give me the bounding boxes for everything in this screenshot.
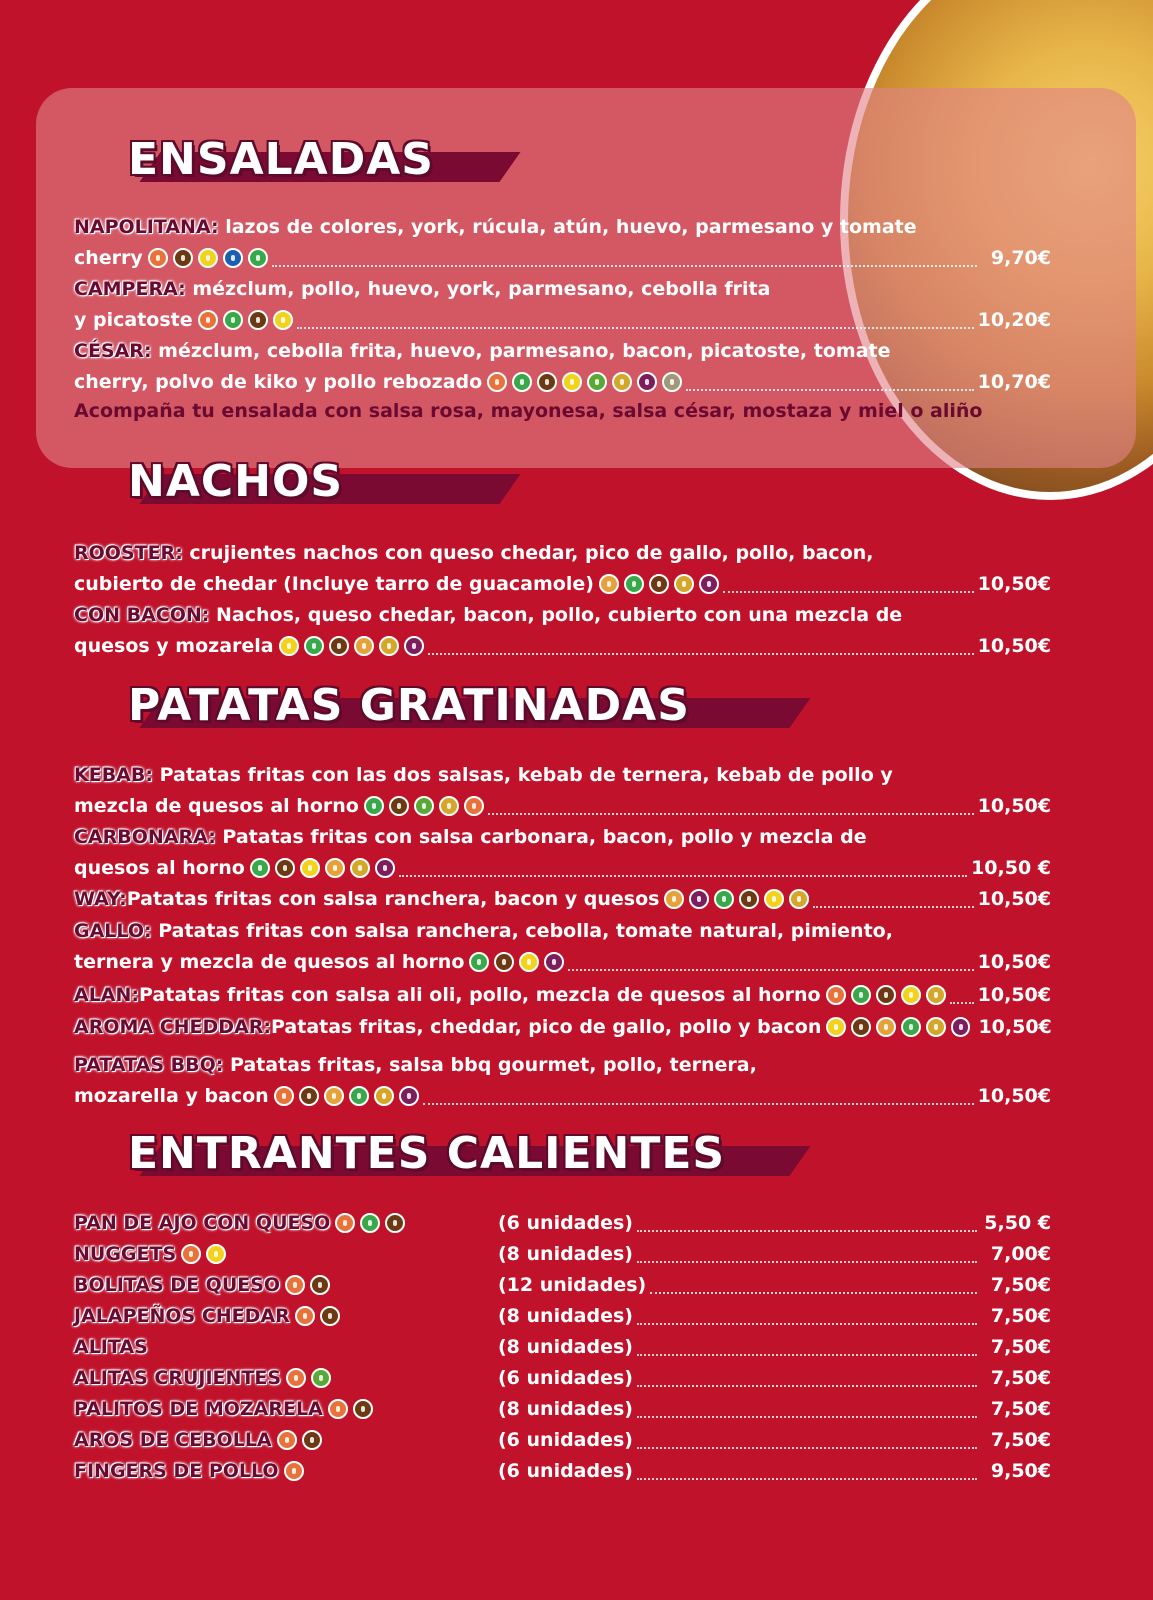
soy-icon: [649, 574, 669, 594]
item-price: 7,50€: [990, 1367, 1051, 1389]
item-description: Patatas fritas, salsa bbq gourmet, pollo, ternera,: [223, 1054, 757, 1076]
sulfites-icon: [699, 574, 719, 594]
soy-icon: [248, 310, 268, 330]
egg-icon: [273, 310, 293, 330]
item-name: NUGGETS: [74, 1243, 177, 1265]
sulfites-icon: [399, 1086, 419, 1106]
dot-leader: [637, 1464, 977, 1480]
item-description: crujientes nachos con queso chedar, pico de gallo, pollo, bacon,: [182, 542, 874, 564]
dot-leader: [428, 639, 974, 655]
milk-icon: [379, 636, 399, 656]
section-title-entrantes: ENTRANTES CALIENTES: [128, 1128, 726, 1179]
celery-icon: [311, 1368, 331, 1388]
gluten-icon: [464, 796, 484, 816]
fish-icon: [223, 248, 243, 268]
menu-item: [74, 274, 1051, 336]
soy-icon: [302, 1430, 322, 1450]
dot-leader: [813, 892, 973, 908]
gluten-icon: [198, 310, 218, 330]
egg-icon: [826, 1017, 846, 1037]
mustard-icon: [664, 889, 684, 909]
item-name: CARBONARA:: [74, 826, 216, 848]
item-price-line: [74, 367, 1051, 398]
item-description: Patatas fritas con salsa carbonara, bacon, pollo y mezcla de: [215, 826, 867, 848]
dot-leader: [637, 1340, 977, 1356]
item-units: (8 unidades): [498, 1398, 633, 1420]
item-price-line: [74, 1081, 1051, 1112]
item-name: AROMA CHEDDAR:: [74, 1016, 272, 1038]
dot-leader: [568, 955, 973, 971]
menu-item: [74, 980, 1051, 1011]
menu-item: [74, 1239, 1051, 1270]
soy-icon: [173, 248, 193, 268]
dot-leader: [686, 375, 973, 391]
sesame-icon: [901, 1017, 921, 1037]
egg-icon: [279, 636, 299, 656]
gluten-icon: [295, 1306, 315, 1326]
item-description-line: [74, 274, 1051, 305]
item-price: 9,50€: [990, 1460, 1051, 1482]
menu-item: [74, 212, 1051, 274]
item-price: 7,50€: [990, 1274, 1051, 1296]
ensaladas-note: Acompaña tu ensalada con salsa rosa, mayonesa, salsa césar, mostaza y miel o aliño: [74, 400, 983, 422]
soy-icon: [851, 1017, 871, 1037]
menu-item: [74, 1050, 1051, 1112]
sesame-icon: [250, 858, 270, 878]
menu-item: [74, 884, 1051, 915]
soy-icon: [494, 952, 514, 972]
item-price: 10,50 €: [971, 857, 1051, 879]
item-description-cont: cubierto de chedar (Incluye tarro de guacamole): [74, 573, 594, 595]
item-price: 7,50€: [990, 1398, 1051, 1420]
item-name: PALITOS DE MOZARELA: [74, 1398, 323, 1420]
soy-icon: [310, 1275, 330, 1295]
mustard-icon: [354, 636, 374, 656]
item-description-line: [74, 1050, 1051, 1081]
item-price-line: [74, 884, 1051, 915]
item-name-group: [74, 1425, 498, 1456]
item-price: 9,70€: [990, 247, 1051, 269]
dot-leader: [637, 1216, 977, 1232]
egg-icon: [901, 985, 921, 1005]
item-description-line: [74, 336, 1051, 367]
menu-item: [74, 822, 1051, 884]
item-price-line: [74, 853, 1051, 884]
item-name-group: [74, 1208, 498, 1239]
menu-item: [74, 916, 1051, 978]
egg-icon: [198, 248, 218, 268]
item-units: (12 unidades): [498, 1274, 647, 1296]
item-price: 7,50€: [990, 1305, 1051, 1327]
item-price: 5,50 €: [984, 1212, 1051, 1234]
gluten-icon: [285, 1275, 305, 1295]
item-price-line: [74, 791, 1051, 822]
item-description-cont: quesos y mozarela: [74, 635, 274, 657]
sesame-icon: [469, 952, 489, 972]
soy-icon: [537, 372, 557, 392]
gluten-icon: [826, 985, 846, 1005]
soy-icon: [353, 1399, 373, 1419]
dot-leader: [723, 577, 974, 593]
item-price: 10,50€: [977, 573, 1051, 595]
menu-item: [74, 1394, 1051, 1425]
sesame-icon: [304, 636, 324, 656]
sesame-icon: [349, 1086, 369, 1106]
dot-leader: [650, 1278, 977, 1294]
sesame-icon: [714, 889, 734, 909]
item-name: GALLO:: [74, 920, 152, 942]
milk-icon: [789, 889, 809, 909]
milk-icon: [439, 796, 459, 816]
gluten-icon: [335, 1213, 355, 1233]
item-description-line: [74, 822, 1051, 853]
item-name: WAY:: [74, 888, 127, 910]
item-price-line: [74, 947, 1051, 978]
item-price: 10,50€: [977, 888, 1051, 910]
dot-leader: [637, 1309, 977, 1325]
item-description-cont: quesos al horno: [74, 857, 245, 879]
item-price: 10,50€: [978, 1016, 1052, 1038]
gluten-icon: [328, 1399, 348, 1419]
item-name: ALITAS CRUJIENTES: [74, 1367, 282, 1389]
item-description-cont: ternera y mezcla de quesos al horno: [74, 951, 465, 973]
soy-icon: [320, 1306, 340, 1326]
item-price: 10,50€: [977, 951, 1051, 973]
milk-icon: [612, 372, 632, 392]
dot-leader: [423, 1089, 974, 1105]
item-description: mézclum, pollo, huevo, york, parmesano, cebolla frita: [185, 278, 771, 300]
sesame-icon: [364, 796, 384, 816]
menu-item: [74, 336, 1051, 398]
dot-leader: [637, 1247, 977, 1263]
item-name: ALITAS: [74, 1336, 148, 1358]
item-name-group: [74, 1394, 498, 1425]
item-name: PATATAS BBQ:: [74, 1054, 224, 1076]
dot-leader: [272, 251, 977, 267]
dot-leader: [637, 1371, 977, 1387]
item-name: JALAPEÑOS CHEDAR: [74, 1305, 290, 1327]
item-description-cont: mezcla de quesos al horno: [74, 795, 359, 817]
soy-icon: [389, 796, 409, 816]
egg-icon: [206, 1244, 226, 1264]
item-units: (6 unidades): [498, 1460, 633, 1482]
gluten-icon: [181, 1244, 201, 1264]
mustard-icon: [324, 1086, 344, 1106]
item-description-line: [74, 600, 1051, 631]
item-name: PAN DE AJO CON QUESO: [74, 1212, 331, 1234]
menu-item: [74, 1456, 1051, 1487]
menu-item: [74, 538, 1051, 600]
sulfites-icon: [637, 372, 657, 392]
item-units: (8 unidades): [498, 1243, 633, 1265]
item-description: Nachos, queso chedar, bacon, pollo, cubierto con una mezcla de: [209, 604, 903, 626]
celery-icon: [587, 372, 607, 392]
milk-icon: [350, 858, 370, 878]
item-name: CAMPERA:: [74, 278, 186, 300]
menu-item: [74, 1208, 1051, 1239]
sulfites-icon: [375, 858, 395, 878]
menu-item: [74, 600, 1051, 662]
item-description: Patatas fritas con las dos salsas, kebab de ternera, kebab de pollo y: [152, 764, 893, 786]
dot-leader: [297, 313, 974, 329]
gluten-icon: [274, 1086, 294, 1106]
item-name-group: [74, 1239, 498, 1270]
item-description: Patatas fritas con salsa ali oli, pollo, mezcla de quesos al horno: [139, 984, 821, 1006]
mustard-icon: [876, 1017, 896, 1037]
item-price-line: [74, 1012, 1051, 1043]
item-description: Patatas fritas con salsa ranchera, bacon y quesos: [126, 888, 660, 910]
item-description-cont: mozarella y bacon: [74, 1085, 269, 1107]
sulfites-icon: [689, 889, 709, 909]
item-name-group: [74, 1270, 498, 1301]
item-price: 10,50€: [977, 635, 1051, 657]
item-name-group: [74, 1363, 498, 1394]
soy-icon: [876, 985, 896, 1005]
item-name: FINGERS DE POLLO: [74, 1460, 279, 1482]
item-units: (8 unidades): [498, 1336, 633, 1358]
sesame-icon: [851, 985, 871, 1005]
dot-leader: [637, 1402, 977, 1418]
item-description-line: [74, 916, 1051, 947]
item-name: NAPOLITANA:: [74, 216, 219, 238]
item-units: (8 unidades): [498, 1305, 633, 1327]
item-units: (6 unidades): [498, 1429, 633, 1451]
gluten-icon: [286, 1368, 306, 1388]
item-description-cont: cherry, polvo de kiko y pollo rebozado: [74, 371, 483, 393]
item-price: 10,50€: [977, 795, 1051, 817]
menu-item: [74, 1332, 1051, 1363]
item-description: Patatas fritas con salsa ranchera, cebolla, tomate natural, pimiento,: [151, 920, 893, 942]
item-description-line: [74, 538, 1051, 569]
item-name: AROS DE CEBOLLA: [74, 1429, 272, 1451]
item-description-line: [74, 760, 1051, 791]
soy-icon: [329, 636, 349, 656]
item-price: 7,00€: [990, 1243, 1051, 1265]
egg-icon: [519, 952, 539, 972]
menu-item: [74, 760, 1051, 822]
item-price: 10,50€: [977, 984, 1051, 1006]
sulfites-icon: [404, 636, 424, 656]
item-name: CON BACON:: [74, 604, 210, 626]
menu-item: [74, 1363, 1051, 1394]
item-description: mézclum, cebolla frita, huevo, parmesano, bacon, picatoste, tomate: [151, 340, 891, 362]
sulfites-icon: [544, 952, 564, 972]
menu-item: [74, 1270, 1051, 1301]
item-price: 7,50€: [990, 1429, 1051, 1451]
item-name-group: [74, 1332, 498, 1363]
item-price-line: [74, 980, 1051, 1011]
item-description-cont: y picatoste: [74, 309, 193, 331]
item-price-line: [74, 569, 1051, 600]
sulfites-icon: [951, 1017, 971, 1037]
gluten-icon: [148, 248, 168, 268]
item-price: 10,20€: [977, 309, 1051, 331]
section-title-ensaladas: ENSALADAS: [128, 134, 434, 185]
sesame-icon: [248, 248, 268, 268]
item-price-line: [74, 243, 1051, 274]
item-name-group: [74, 1301, 498, 1332]
milk-icon: [926, 985, 946, 1005]
item-units: (6 unidades): [498, 1212, 633, 1234]
item-price-line: [74, 631, 1051, 662]
celery-icon: [414, 796, 434, 816]
soy-icon: [739, 889, 759, 909]
dot-leader: [950, 988, 974, 1004]
gluten-icon: [277, 1430, 297, 1450]
milk-icon: [674, 574, 694, 594]
sesame-icon: [223, 310, 243, 330]
item-name: ROOSTER:: [74, 542, 183, 564]
sesame-icon: [624, 574, 644, 594]
item-name-group: [74, 1456, 498, 1487]
soy-icon: [385, 1213, 405, 1233]
item-units: (6 unidades): [498, 1367, 633, 1389]
sesame-icon: [512, 372, 532, 392]
item-name: CÉSAR:: [74, 340, 152, 362]
egg-icon: [562, 372, 582, 392]
gluten-icon: [284, 1461, 304, 1481]
item-name: KEBAB:: [74, 764, 153, 786]
egg-icon: [764, 889, 784, 909]
sesame-icon: [360, 1213, 380, 1233]
soy-icon: [275, 858, 295, 878]
dot-leader: [399, 861, 967, 877]
dot-leader: [488, 799, 974, 815]
milk-icon: [374, 1086, 394, 1106]
menu-item: [74, 1425, 1051, 1456]
menu-item: [74, 1012, 1051, 1043]
mustard-icon: [325, 858, 345, 878]
item-description-cont: cherry: [74, 247, 143, 269]
dot-leader: [637, 1433, 977, 1449]
mustard-icon: [599, 574, 619, 594]
section-title-nachos: NACHOS: [128, 456, 344, 507]
nuts-icon: [662, 372, 682, 392]
milk-icon: [926, 1017, 946, 1037]
section-title-patatas: PATATAS GRATINADAS: [128, 680, 690, 731]
item-price: 10,70€: [977, 371, 1051, 393]
item-price-line: [74, 305, 1051, 336]
item-price: 7,50€: [990, 1336, 1051, 1358]
item-description: Patatas fritas, cheddar, pico de gallo, pollo y bacon: [271, 1016, 822, 1038]
item-description: lazos de colores, york, rúcula, atún, huevo, parmesano y tomate: [218, 216, 917, 238]
menu-item: [74, 1301, 1051, 1332]
item-name: BOLITAS DE QUESO: [74, 1274, 281, 1296]
item-name: ALAN:: [74, 984, 140, 1006]
egg-icon: [300, 858, 320, 878]
gluten-icon: [487, 372, 507, 392]
item-description-line: [74, 212, 1051, 243]
item-price: 10,50€: [977, 1085, 1051, 1107]
soy-icon: [299, 1086, 319, 1106]
